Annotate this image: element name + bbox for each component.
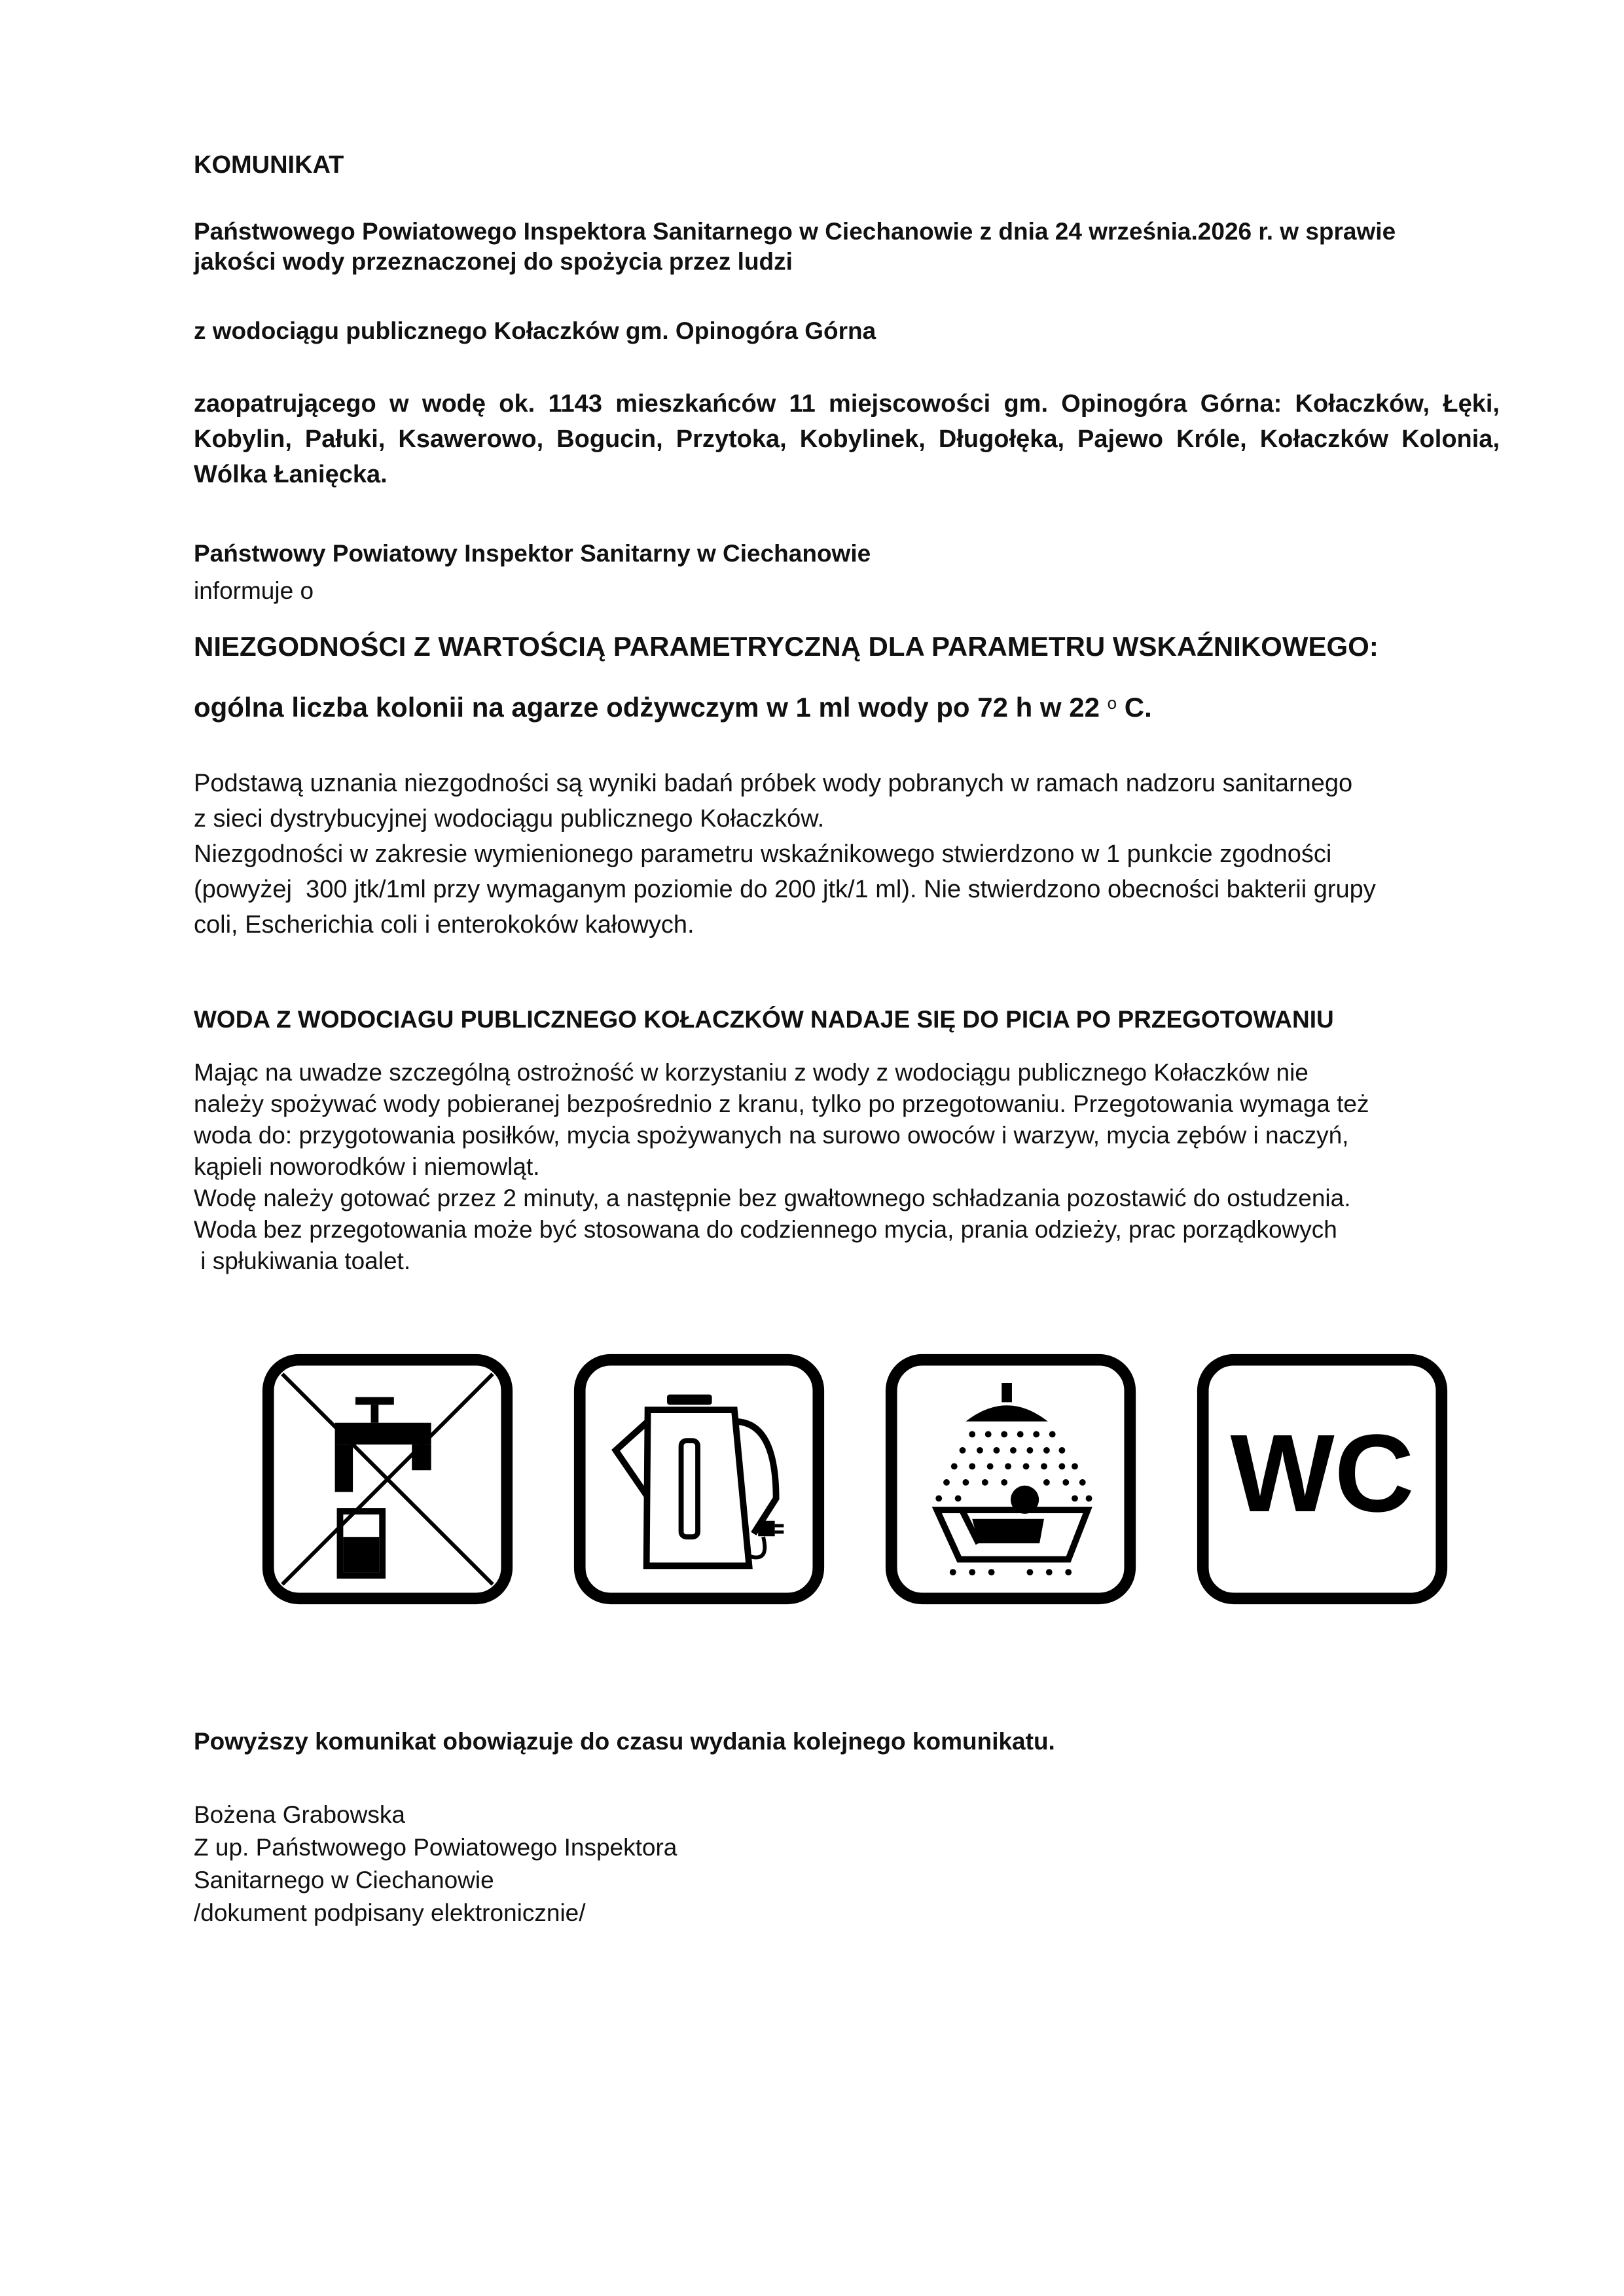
warning-line: woda do: przygotowania posiłków, mycia spożywanych na surowo owoców i warzyw, mycia zębów i naczyń, [194, 1122, 1349, 1149]
subtitle-line: jakości wody przeznaczonej do spożycia przez ludzi [194, 248, 793, 275]
basis-line: (powyżej 300 jtk/1ml przy wymaganym poziomie do 200 jtk/1 ml). Nie stwierdzono obecności bakterii grupy [194, 876, 1376, 903]
warning-line: Woda bez przegotowania może być stosowana do codziennego mycia, prania odzieży, prac porządkowych [194, 1216, 1337, 1243]
wc-label: WC [1230, 1411, 1415, 1535]
parameter-line [194, 685, 1500, 726]
warning-line: Mając na uwadze szczególną ostrożność w korzystaniu z wody z wodociągu publicznego Kołaczków nie [194, 1059, 1308, 1086]
signature-line: Sanitarnego w Ciechanowie [194, 1867, 494, 1893]
warning-line: kąpieli noworodków i niemowląt. [194, 1153, 540, 1180]
warning-paragraph [194, 1057, 1500, 1277]
supply-area-paragraph [194, 386, 1500, 492]
warning-line: i spłukiwania toalet. [194, 1247, 411, 1274]
signature-block [194, 1799, 1500, 1929]
nonconformity-headline: NIEZGODNOŚCI Z WARTOŚCIĄ PARAMETRYCZNĄ DLA PARAMETRU WSKAŹNIKOWEGO: [194, 631, 1379, 662]
signature-note: /dokument podpisany elektronicznie/ [194, 1899, 586, 1926]
signature-name: Bożena Grabowska [194, 1801, 405, 1828]
water-source-line: z wodociągu publicznego Kołaczków gm. Opinogóra Górna [194, 317, 876, 344]
bathing-icon [882, 1348, 1139, 1610]
pictogram-row [259, 1348, 1464, 1649]
kettle-icon [571, 1348, 827, 1610]
validity-note: Powyższy komunikat obowiązuje do czasu wydania kolejnego komunikatu. [194, 1728, 1055, 1755]
no-tap-water-icon [259, 1348, 516, 1610]
supply-line: zaopatrującego w wodę ok. 1143 mieszkańców 11 miejscowości gm. Opinogóra Górna: Kołaczków, Łęki, [194, 390, 1500, 418]
basis-paragraph [194, 766, 1500, 942]
warning-line: Wodę należy gotować przez 2 minuty, a następnie bez gwałtownego schładzania pozostawić do ostudzenia. [194, 1185, 1351, 1211]
wc-icon [1194, 1348, 1451, 1610]
informs-line: informuje o [194, 577, 314, 604]
warning-line: należy spożywać wody pobieranej bezpośrednio z kranu, tylko po przegotowaniu. Przegotowania wymaga też [194, 1090, 1369, 1117]
basis-line: z sieci dystrybucyjnej wodociągu publicznego Kołaczków. [194, 805, 825, 833]
basis-line: Niezgodności w zakresie wymienionego parametru wskaźnikowego stwierdzono w 1 punkcie zgodności [194, 840, 1332, 868]
subtitle-line: Państwowego Powiatowego Inspektora Sanitarnego w Ciechanowie z dnia 24 września.2026 r. w sprawie [194, 218, 1396, 245]
parameter-text: ogólna liczba kolonii na agarze odżywczym w 1 ml wody po 72 h w 22 [194, 692, 1100, 723]
warning-heading: WODA Z WODOCIAGU PUBLICZNEGO KOŁACZKÓW NADAJE SIĘ DO PICIA PO PRZEGOTOWANIU [194, 1006, 1334, 1033]
document-subtitle [194, 217, 1500, 277]
degree-sign: o [1107, 693, 1117, 713]
signature-line: Z up. Państwowego Powiatowego Inspektora [194, 1834, 677, 1861]
parameter-unit: C. [1117, 692, 1152, 723]
document-title: KOMUNIKAT [194, 151, 344, 179]
inspector-name: Państwowy Powiatowy Inspektor Sanitarny w Ciechanowie [194, 540, 871, 567]
basis-line: Podstawą uznania niezgodności są wyniki badań próbek wody pobranych w ramach nadzoru sanitarnego [194, 770, 1353, 797]
supply-line: Kobylin, Pałuki, Ksawerowo, Bogucin, Przytoka, Kobylinek, Długołęka, Pajewo Króle, Kołaczków Kolonia, [194, 425, 1500, 453]
supply-line: Wólka Łanięcka. [194, 461, 388, 488]
basis-line: coli, Escherichia coli i enterokoków kałowych. [194, 911, 695, 939]
